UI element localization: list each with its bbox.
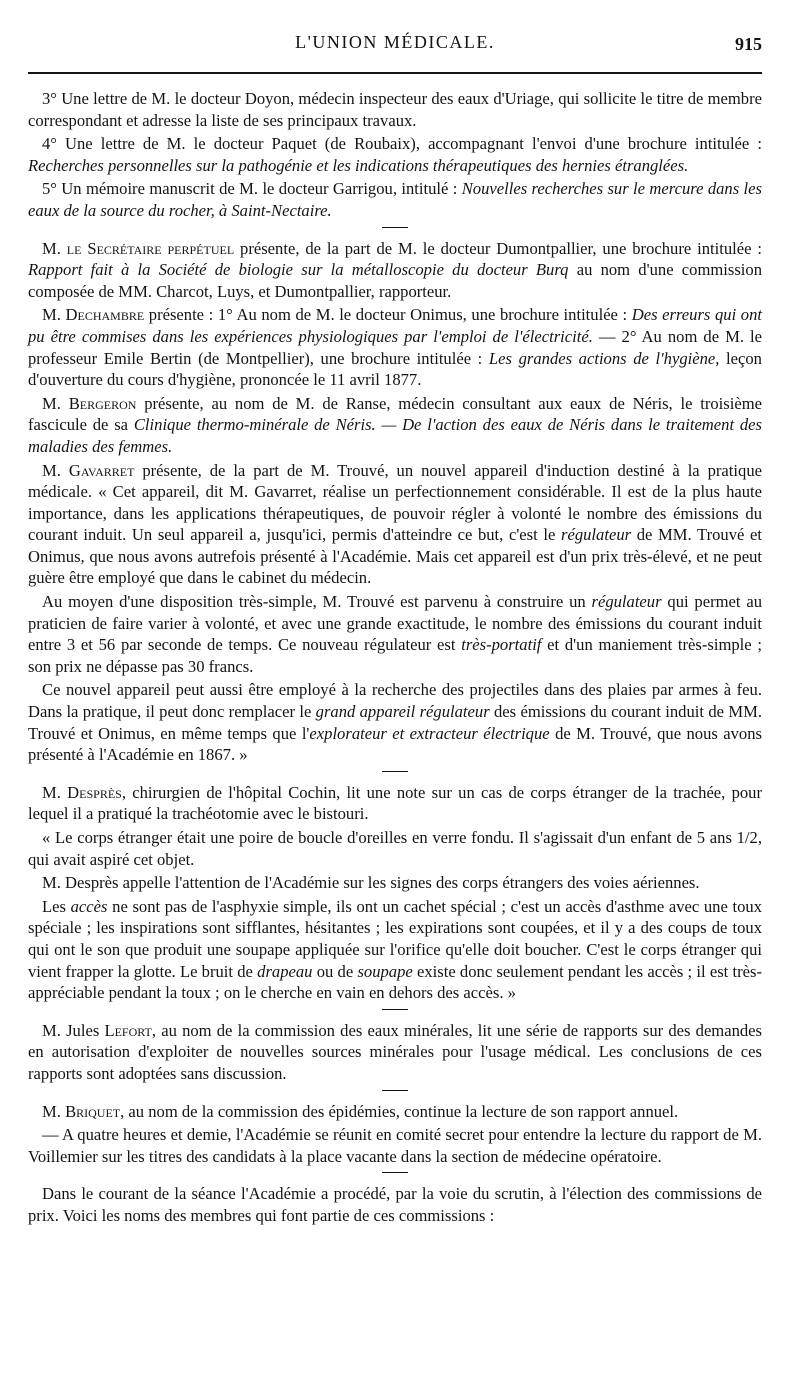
small-caps-name: Bergeron [68,393,137,413]
header-rule [28,72,762,74]
paragraph-text: M. [42,305,66,325]
section-separator [382,1009,408,1010]
paragraph [28,133,762,176]
paragraph-text: et d'un maniement très-simple ; son prix ne dépasse pas 30 francs. [28,635,762,676]
paragraph [28,591,762,677]
paragraph-text: des émissions du courant induit de MM. Trouvé et Onimus, en même temps que l' [28,702,762,743]
paragraph [28,872,762,894]
paragraph-text: , chirurgien de l'hôpital Cochin, lit une note sur un cas de corps étranger de la trachée, pour lequel il a pratiqué la trachéotomie avec le bistouri. [28,782,762,824]
paragraph-text: présente, de la part de M. le docteur Dumontpallier, une brochure intitulée : [234,238,762,258]
paragraph-text: 3° Une lettre de M. le docteur Doyon, médecin inspecteur des eaux d'Uriage, qui sollicite le titre de membre correspondant et adresse la liste de ses principaux travaux. [28,89,762,130]
paragraph-text: Dans le courant de la séance l'Académie a procédé, par la voie du scrutin, à l'élection des commissions de prix. Voici les noms des membres qui font partie de ces commissions : [28,1184,762,1225]
italic-text: grand appareil régulateur [315,702,490,722]
paragraph-text: leçon d'ouverture du cours d'hygiène, prononcée le 11 avril 1877. [28,348,762,390]
paragraph [28,460,762,590]
italic-text: soupape [357,961,413,981]
paragraph-text: , au nom de la commission des eaux minérales, lit une série de rapports sur des demandes en autorisation d'exploiter de nouvelles sources minérales pour l'usage médical. Les conclusions de ces rapports sont adoptées sans discussion. [28,1020,763,1083]
paragraph-text: M. Jules [42,1020,105,1040]
paragraph-text: , au nom de la commission des épidémies, continue la lecture de son rapport annuel. [120,1101,679,1121]
section-separator [382,1090,408,1091]
paragraph [28,238,762,303]
italic-text: Nouvelles recherches sur le mercure dans les eaux de la source du rocher, à Saint-Nectaire. [28,179,762,220]
paragraph [28,88,762,131]
italic-text: drapeau [257,961,313,981]
small-caps-name: Briquet [65,1101,121,1121]
page-number: 915 [735,34,762,54]
paragraph-text: ou de [312,961,358,981]
paragraph-text: au nom d'une commission composée de MM. Charcot, Luys, et Dumontpallier, rapporteur. [28,260,762,301]
page-header [28,30,762,64]
italic-text: régulateur [591,592,662,612]
paragraph [28,896,762,1004]
italic-text: Recherches personnelles sur la pathogénie et les indications thérapeutiques des hernies étranglées. [28,155,689,175]
section-separator [382,771,408,772]
paragraph [28,782,762,825]
paragraph [28,1020,762,1085]
paragraph-text: présente : 1° Au nom de M. le docteur Onimus, une brochure intitulée : [144,305,632,325]
italic-text: Rapport fait à la Société de biologie sur la métalloscopie du docteur Burq [28,260,569,280]
paragraph-text: présente, au nom de M. de Ranse, médecin consultant aux eaux de Néris, le troisième fascicule de sa [28,393,762,435]
paragraph-text: Au moyen d'une disposition très-simple, M. Trouvé est parvenu à construire un [42,592,592,612]
paragraph-text: M. Desprès appelle l'attention de l'Académie sur les signes des corps étrangers des voies aériennes. [42,873,700,893]
italic-text: explorateur et extracteur électrique [309,723,550,743]
paragraph-text: Les [42,896,71,916]
paragraph-text: — 2° Au nom de M. le professeur Emile Bertin (de Montpellier), une brochure intitulée : [28,326,762,368]
paragraph [28,1124,762,1167]
italic-text: accès [70,896,108,916]
paragraph-text: 5° Un mémoire manuscrit de M. le docteur Garrigou, intitulé : [42,179,462,199]
paragraph-text: M. [42,238,67,258]
paragraph-text: Ce nouvel appareil peut aussi être employé à la recherche des projectiles dans des plaies par armes à feu. Dans la pratique, il peut donc remplacer le [28,680,762,722]
running-title: L'UNION MÉDICALE. [295,32,495,52]
paragraph [28,827,762,870]
italic-text: Les grandes actions de l'hygiène, [488,348,720,368]
paragraph-text: — A quatre heures et demie, l'Académie se réunit en comité secret pour entendre la lecture du rapport de M. Voillemier sur les titres des candidats à la place vacante dans la section de médecine opératoire. [28,1125,762,1166]
paragraph-text: de M. Trouvé, que nous avons présenté à l'Académie en 1867. » [28,723,762,765]
small-caps-name: Dechambre [65,305,145,325]
section-separator [382,227,408,228]
small-caps-name: Desprès [67,782,122,802]
paragraph-text: M. [42,782,68,802]
paragraph-text: « Le corps étranger était une poire de boucle d'oreilles en verre fondu. Il s'agissait d'un enfant de 5 ans 1/2, qui avait aspiré cet objet. [28,828,762,869]
paragraph-text: existe donc seulement pendant les accès ; il est très-appréciable pendant la toux ; on le cherche en vain en dehors des accès. » [28,961,762,1003]
paragraph-text: présente, de la part de M. Trouvé, un nouvel appareil d'induction destiné à la pratique médicale. « Cet appareil, dit M. Gavarret, réalise un perfectionnement considérable. Il est de la plus haute importance, dans les applications thérapeutiques, de pouvoir régler à volonté le nombre des émissions du courant induit. Un seul appareil a, jusqu'ici, permis d'atteindre ce but, c'est le [28,460,762,545]
paragraph [28,178,762,221]
article-body [28,88,762,1227]
paragraph-text: 4° Une lettre de M. le docteur Paquet (de Roubaix), accompagnant l'envoi d'une brochure intitulée : [42,134,762,154]
paragraph [28,1183,762,1226]
paragraph-text: M. [42,393,69,413]
paragraph [28,1101,762,1123]
paragraph-text: qui permet au praticien de faire varier à volonté, et avec une grande exactitude, le nombre des émissions du courant induit entre 3 et 56 par seconde de temps. Ce nouveau régulateur est [28,592,762,655]
paragraph [28,393,762,458]
italic-text: très-portatif [461,635,542,655]
small-caps-name: Gavarret [68,460,135,480]
small-caps-name: le Secrétaire perpétuel [66,238,235,258]
paragraph [28,304,762,390]
paragraph-text: ne sont pas de l'asphyxie simple, ils ont un cachet spécial ; c'est un accès d'asthme avec une toux spéciale ; les inspirations sont sifflantes, hésitantes ; les expirations sont coupées, et il y a des coups de toux qui ont le son que produit une soupape appliquée sur l'orifice qu'elle doit boucher. C'est le corps étranger qui vient frapper la glotte. Le bruit de [28,896,763,981]
paragraph [28,679,762,765]
section-separator [382,1172,408,1173]
paragraph-text: M. [42,1101,66,1121]
small-caps-name: Lefort [104,1020,152,1040]
paragraph-text: M. [42,460,69,480]
italic-text: Clinique thermo-minérale de Néris. — De l'action des eaux de Néris dans le traitement des maladies des femmes. [28,415,762,456]
paragraph-text: de MM. Trouvé et Onimus, que nous avons autrefois présenté à l'Académie. Mais cet appareil est d'un prix très-élevé, et ne peut guère être employé que dans le cabinet du médecin. [28,525,762,588]
italic-text: Des erreurs qui ont pu être commises dans les expériences physiologiques par l'emploi de l'électricité. [28,305,762,346]
italic-text: régulateur [561,525,632,545]
